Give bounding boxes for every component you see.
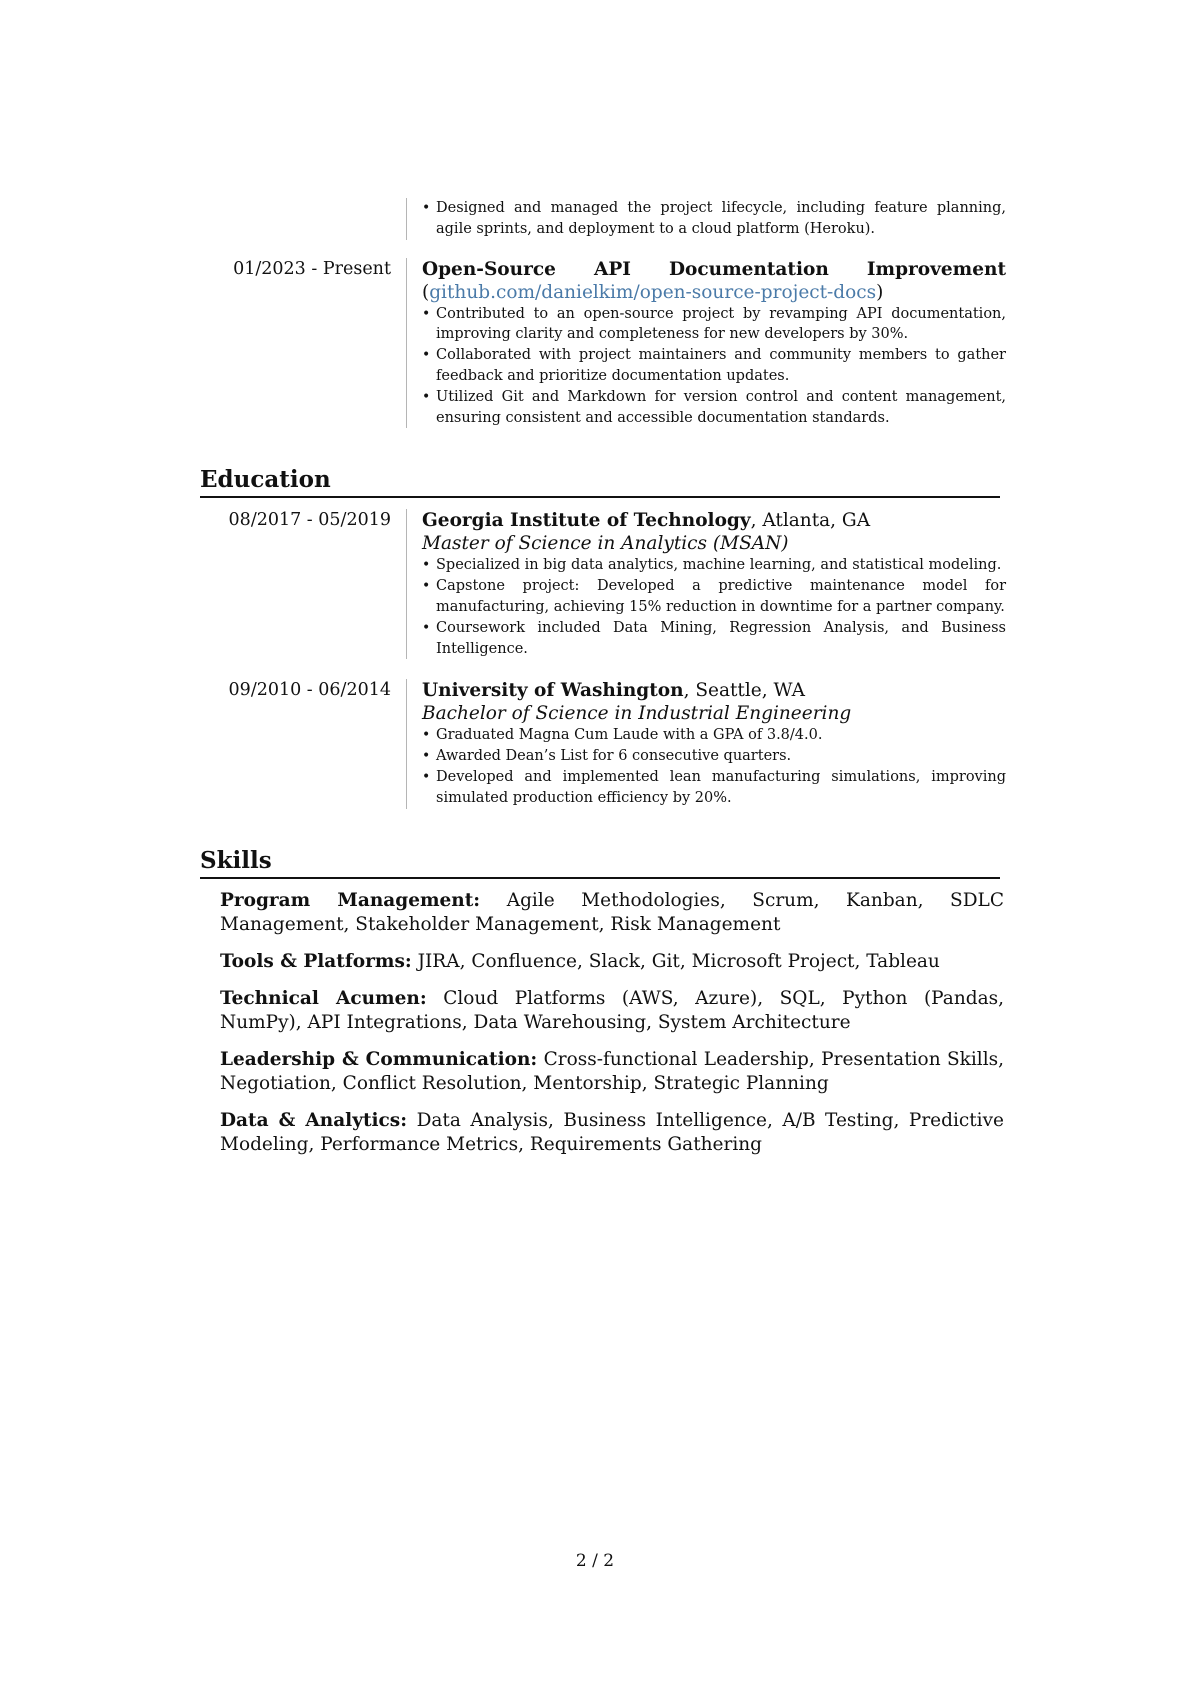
skill-row xyxy=(220,987,1004,1035)
experience-entry xyxy=(200,258,1006,429)
bullet-item: • Developed and implemented lean manufacturing simulations, improving simulated production efficiency by 20%. xyxy=(422,768,1006,806)
bullet-item: • Graduated Magna Cum Laude with a GPA of 3.8/4.0. xyxy=(422,727,823,744)
skill-row xyxy=(220,1109,1004,1157)
institution-name: Georgia Institute of Technology xyxy=(422,510,751,532)
skill-label: Data & Analytics: xyxy=(220,1109,408,1131)
skill-value: JIRA, Confluence, Slack, Git, Microsoft Project, Tableau xyxy=(417,950,940,972)
skill-row xyxy=(220,950,1004,974)
experience-entry-continued xyxy=(200,198,1006,240)
skill-row xyxy=(220,1048,1004,1096)
skill-label: Tools & Platforms: xyxy=(220,950,412,972)
entry-title: Open-Source API Documentation Improvement (github.com/danielkim/open-source-project-docs) xyxy=(422,258,1006,303)
institution-name: University of Washington xyxy=(422,680,684,702)
skill-label: Program Management: xyxy=(220,889,481,911)
skill-value: Data Analysis, Business Intelligence, A/B Testing, Predictive Modeling, Performance Metrics, Requirements Gathering xyxy=(220,1109,1005,1155)
skill-value: Agile Methodologies, Scrum, Kanban, SDLC Management, Stakeholder Management, Risk Management xyxy=(220,889,1004,935)
institution-location: , Seattle, WA xyxy=(683,680,805,702)
section-title-education: Education xyxy=(200,466,1000,498)
bullet-item: • Designed and managed the project lifecycle, including feature planning, agile sprints, and deployment to a cloud platform (Heroku). xyxy=(422,200,1006,237)
skill-row xyxy=(220,889,1004,937)
entry-date: 09/2010 - 06/2014 xyxy=(228,680,391,701)
skill-label: Leadership & Communication: xyxy=(220,1048,538,1070)
bullet-item: • Awarded Dean’s List for 6 consecutive quarters. xyxy=(422,748,792,765)
page-number: 2 / 2 xyxy=(575,1551,615,1571)
entry-date: 01/2023 - Present xyxy=(233,258,391,279)
bullet-list xyxy=(422,555,1006,659)
bullet-item: • Utilized Git and Markdown for version control and content management, ensuring consistent and accessible documentation standards. xyxy=(422,388,1006,426)
project-title: Open-Source API Documentation Improvement xyxy=(422,258,1006,280)
degree-name: Master of Science in Analytics (MSAN) xyxy=(422,533,789,555)
project-link[interactable]: github.com/danielkim/open-source-project-docs xyxy=(429,281,877,303)
institution-location: , Atlanta, GA xyxy=(750,510,871,532)
education-entry xyxy=(200,509,1006,659)
entry-title xyxy=(422,509,1006,532)
entry-date: 08/2017 - 05/2019 xyxy=(228,510,391,531)
bullet-item: • Coursework included Data Mining, Regression Analysis, and Business Intelligence. xyxy=(422,619,1006,657)
bullet-list xyxy=(422,304,1006,429)
entry-rule xyxy=(406,198,407,240)
degree-name: Bachelor of Science in Industrial Engineering xyxy=(422,703,852,725)
bullet-item: • Contributed to an open-source project by revamping API documentation, improving clarity and completeness for new developers by 30%. xyxy=(422,305,1006,343)
entry-rule xyxy=(406,258,407,429)
entry-rule xyxy=(406,679,407,808)
skill-value: Cross-functional Leadership, Presentation Skills, Negotiation, Conflict Resolution, Mentorship, Strategic Planning xyxy=(220,1048,1005,1094)
entry-date xyxy=(200,198,391,240)
skill-label: Technical Acumen: xyxy=(220,987,427,1009)
section-title-skills: Skills xyxy=(200,847,1000,879)
education-entry xyxy=(200,679,1006,808)
bullet-item: • Specialized in big data analytics, machine learning, and statistical modeling. xyxy=(422,557,1002,574)
bullet-item: • Collaborated with project maintainers and community members to gather feedback and prioritize documentation updates. xyxy=(422,347,1006,384)
skill-value: Cloud Platforms (AWS, Azure), SQL, Python (Pandas, NumPy), API Integrations, Data Warehousing, System Architecture xyxy=(220,987,1004,1033)
entry-title xyxy=(422,679,1006,702)
entry-rule xyxy=(406,509,407,659)
resume-page xyxy=(200,198,1006,1157)
bullet-list xyxy=(422,725,1006,808)
bullet-list xyxy=(422,198,1006,240)
bullet-item: • Capstone project: Developed a predictive maintenance model for manufacturing, achieving 15% reduction in downtime for a partner company. xyxy=(422,578,1006,615)
